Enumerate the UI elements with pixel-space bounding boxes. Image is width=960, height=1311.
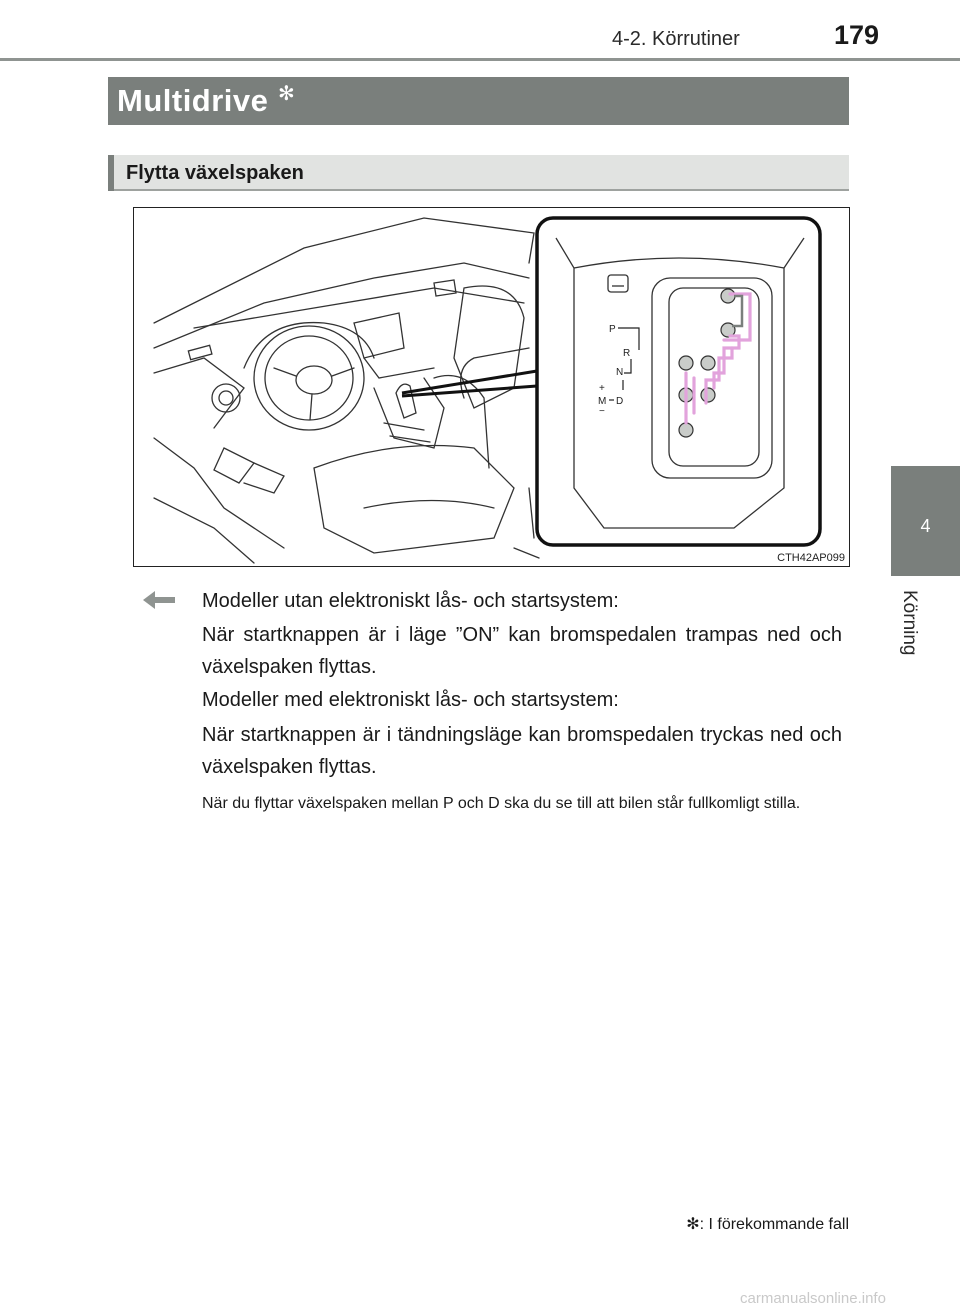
gate-label-p: P (609, 324, 616, 335)
header-section-title: 4-2. Körrutiner (612, 28, 740, 50)
subheading: Flytta växelspaken (126, 162, 304, 184)
gate-label-m: M (598, 396, 607, 407)
gate-label-plus: + (599, 383, 605, 394)
chapter-number: 4 (920, 516, 931, 536)
gate-label-n: N (616, 367, 624, 378)
header-rule (0, 58, 960, 61)
note-text: När du flyttar växelspaken mellan P och D ska du se till att bilen står fullkomligt stilla. (202, 795, 801, 812)
chapter-tab (891, 466, 960, 576)
gate-label-d: D (616, 396, 624, 407)
paragraph-start-on: När startknappen är i läge ”ON” kan bromspedalen trampas ned och växelspaken flyttas. (202, 624, 842, 678)
paragraph-models-without-keyless: Modeller utan elektroniskt lås- och startsystem: (202, 590, 619, 612)
shift-lever-figure (133, 207, 850, 567)
gate-label-minus: − (599, 406, 605, 417)
asterisk-mark: ✻ (278, 83, 295, 105)
subheading-edge (108, 155, 114, 191)
subheading-bar (108, 155, 849, 191)
footnote: ✻: I förekommande fall (686, 1216, 849, 1233)
paragraph-ignition: När startknappen är i tändningsläge kan bromspedalen tryckas ned och växelspaken flyttas. (202, 724, 842, 778)
figure-code: CTH42AP099 (777, 552, 845, 564)
left-arrow-icon (143, 589, 175, 611)
paragraph-models-with-keyless: Modeller med elektroniskt lås- och startsystem: (202, 689, 619, 711)
gate-label-r: R (623, 348, 631, 359)
section-title-bar (108, 77, 849, 125)
watermark: carmanualsonline.info (740, 1290, 886, 1307)
page-number: 179 (834, 20, 880, 50)
interior-illustration (134, 208, 849, 566)
section-title: Multidrive (117, 83, 269, 118)
chapter-label: Körning (899, 590, 920, 656)
